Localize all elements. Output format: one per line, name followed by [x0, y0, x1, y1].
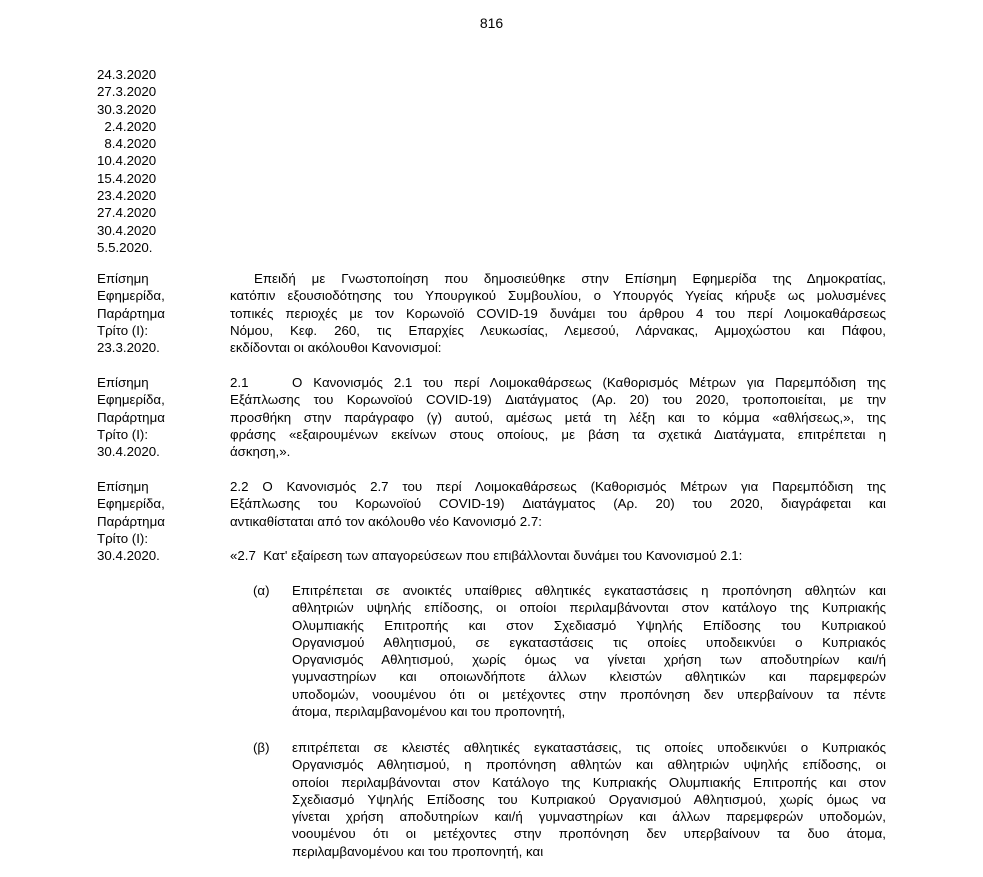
- margin-note-line: Επίσημη: [97, 271, 149, 286]
- margin-note-line: Τρίτο (Ι):: [97, 530, 149, 546]
- margin-note-gazette: [97, 374, 217, 460]
- item-a-label: (α): [253, 583, 270, 598]
- date-entry: 30.4.2020: [97, 222, 157, 238]
- text-line: Οργανισμού Αθλητισμού, σε εγκαταστάσεις τις οποίες υποδεικνύει ο Κυπριακός: [292, 634, 886, 650]
- text-line: Ολυμπιακής Επιτροπής και στον Σχεδιασμό Υψηλής Επίδοσης του Κυπριακού: [292, 617, 886, 633]
- text-line: προσθήκη στην παράγραφο (γ) αυτού, αμέσως μετά τη λέξη και το κόμμα «αθλήσεως,», της: [230, 409, 886, 425]
- page-number: 816: [479, 15, 504, 31]
- text-line: οποίοι περιλαμβάνονται στον Κατάλογο της Κυπριακής Ολυμπιακής Επιτροπής και στον: [292, 774, 886, 790]
- item-b-text: [292, 739, 886, 860]
- margin-note-gazette: [97, 478, 217, 564]
- margin-note-line: Παράρτημα: [97, 409, 165, 425]
- margin-note-line: 23.3.2020.: [97, 340, 160, 356]
- text-line: περιλαμβανομένου και του προπονητή, και: [292, 843, 544, 859]
- margin-note-line: Τρίτο (Ι):: [97, 322, 149, 338]
- text-line: Οργανισμός Αθλητισμού, χωρίς όμως να γίνεται χρήση των αποδυτηρίων και/ή: [292, 652, 886, 668]
- preamble-paragraph: [230, 270, 886, 356]
- text-line: Νόμου, Κεφ. 260, τις Επαρχίες Λευκωσίας, Λεμεσού, Λάρνακας, Αμμοχώστου και Πάφου,: [230, 322, 886, 338]
- text-line: τοπικές περιοχές με τον Κορωνοϊό COVID-19 δυνάμει του άρθρου 4 του περί Λοιμοκαθάρσεως: [230, 305, 886, 321]
- date-entry: 5.5.2020.: [97, 239, 153, 255]
- text-line: Επιτρέπεται σε ανοικτές υπαίθριες αθλητικές εγκαταστάσεις η προπόνηση αθλητών και: [292, 583, 886, 598]
- text-line: αθλητριών υψηλής επίδοσης, οι οποίοι περιλαμβάνονται στον κατάλογο της Κυπριακής: [292, 600, 886, 616]
- date-entry: 2.4.2020: [97, 118, 157, 134]
- text-line: γίνεται χρήση αποδυτηρίων και/ή γυμναστηρίων και άλλων παρεμφερών υποδομών,: [292, 809, 886, 825]
- text-line: επιτρέπεται σε κλειστές αθλητικές εγκαταστάσεις, τις οποίες υποδεικνύει ο Κυπριακός: [292, 740, 886, 755]
- text-line: νοουμένου ότι οι μετέχοντες στην προπόνηση δεν υπερβαίνουν τα δυο άτομα,: [292, 826, 886, 842]
- text-line: κατόπιν εξουσιοδότησης του Υπουργικού Συμβουλίου, ο Υπουργός Υγείας κήρυξε ως μολυσμένες: [230, 288, 886, 304]
- text-line: φράσης «εξαιρουμένων εκείνων στους οποίους, με βάση τα σχετικά Διατάγματα, επιτρέπεται η: [230, 426, 886, 442]
- text-line: Σχεδιασμό Υψηλής Επίδοσης του Κυπριακού Οργανισμού Αθλητισμού, χωρίς όμως να: [292, 791, 886, 807]
- date-entry: 8.4.2020: [97, 136, 157, 152]
- regulation-2-7-intro: «2.7 Κατ' εξαίρεση των απαγορεύσεων που επιβάλλονται δυνάμει του Κανονισμού 2.1:: [230, 548, 743, 563]
- text-line: άτομα, περιλαμβανομένου και του προπονητή,: [292, 704, 566, 720]
- margin-note-line: Εφημερίδα,: [97, 392, 165, 408]
- text-line: γυμναστηρίων και οποιωνδήποτε άλλων κλειστών αθλητικών και παρεμφερών: [292, 669, 886, 685]
- text-line: Οργανισμός Αθλητισμού, η προπόνηση αθλητών και αθλητριών υψηλής επίδοσης, οι: [292, 757, 886, 773]
- text-line: αντικαθίσταται από τον ακόλουθο νέο Κανονισμό 2.7:: [230, 513, 542, 529]
- margin-note-line: Εφημερίδα,: [97, 288, 165, 304]
- amendment-dates-list: [97, 66, 156, 256]
- margin-note-line: Επίσημη: [97, 375, 149, 390]
- margin-note-line: Παράρτημα: [97, 513, 165, 529]
- text-line: Εξάπλωσης του Κορωνοϊού COVID-19) Διατάγματος (Αρ. 20) του 2020, τροποποιείται, με την: [230, 392, 886, 408]
- date-entry: 27.3.2020: [97, 84, 157, 100]
- date-entry: 27.4.2020: [97, 205, 157, 221]
- date-entry: 23.4.2020: [97, 188, 157, 204]
- date-entry: 10.4.2020: [97, 153, 157, 169]
- item-b-label: (β): [253, 740, 270, 755]
- text-line: άσκηση,».: [230, 444, 291, 460]
- date-entry: 24.3.2020: [97, 67, 157, 82]
- margin-note-line: 30.4.2020.: [97, 444, 160, 460]
- text-line: εκδίδονται οι ακόλουθοι Κανονισμοί:: [230, 340, 442, 356]
- text-line: Εξάπλωσης του Κορωνοϊού COVID-19) Διατάγματος (Αρ. 20) του 2020, διαγράφεται και: [230, 496, 886, 512]
- paragraph-2-2: [230, 478, 886, 530]
- text-line: υποδομών, νοουμένου ότι οι μετέχοντες στην προπόνηση δεν υπερβαίνουν τα πέντε: [292, 686, 886, 702]
- item-a-text: [292, 582, 886, 720]
- text-line: 2.1 Ο Κανονισμός 2.1 του περί Λοιμοκαθάρσεως (Καθορισμός Μέτρων για Παρεμπόδιση της: [230, 375, 886, 390]
- margin-note-line: Εφημερίδα,: [97, 496, 165, 512]
- margin-note-line: Παράρτημα: [97, 305, 165, 321]
- margin-note-line: 30.4.2020.: [97, 548, 160, 564]
- text-line: 2.2 Ο Κανονισμός 2.7 του περί Λοιμοκαθάρσεως (Καθορισμός Μέτρων για Παρεμπόδιση της: [230, 479, 886, 494]
- date-entry: 30.3.2020: [97, 101, 157, 117]
- margin-note-line: Τρίτο (Ι):: [97, 426, 149, 442]
- margin-note-line: Επίσημη: [97, 479, 149, 494]
- paragraph-2-1: [230, 374, 886, 460]
- date-entry: 15.4.2020: [97, 170, 157, 186]
- text-line: Επειδή με Γνωστοποίηση που δημοσιεύθηκε στην Επίσημη Εφημερίδα της Δημοκρατίας,: [254, 271, 886, 286]
- margin-note-gazette: [97, 270, 217, 356]
